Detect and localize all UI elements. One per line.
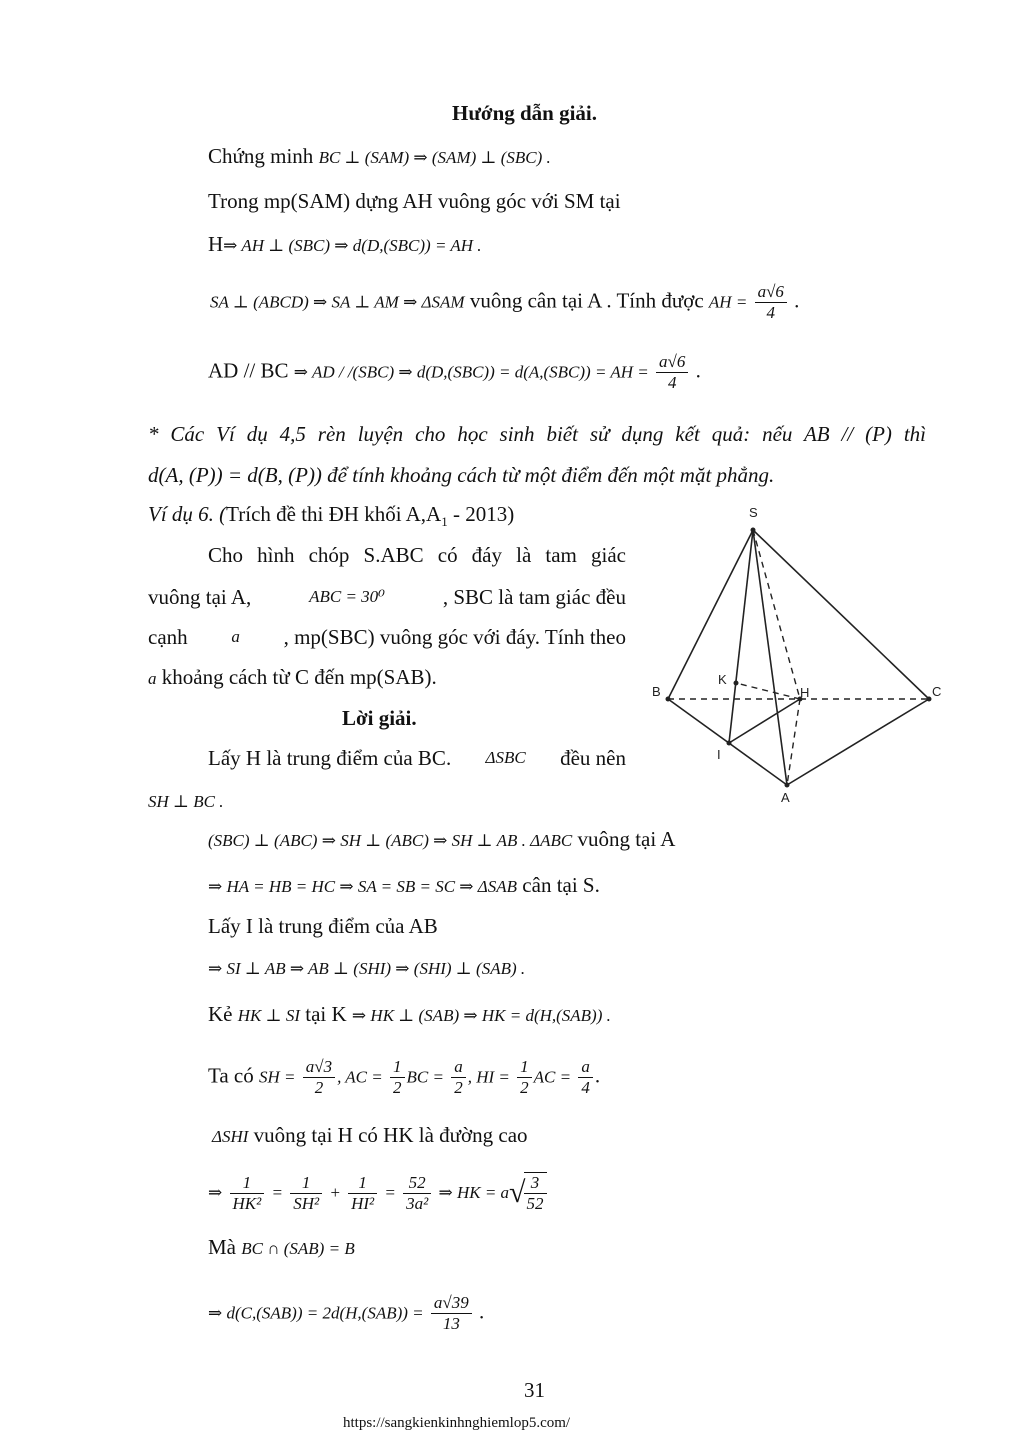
fraction: $\frac{a√39}{13}$ (431, 1293, 472, 1334)
fraction: $\frac{1}{\text{HK²}}$ (230, 1173, 265, 1214)
label-B: B (652, 684, 661, 699)
proof-text: AD // BC (208, 358, 289, 383)
edge-SA (753, 530, 787, 785)
problem-line-4 (148, 664, 437, 692)
edge-SI (729, 530, 753, 743)
problem-line-1: Cho hình chóp S.ABC có đáy là tam giác (208, 543, 626, 567)
label-K: K (718, 672, 727, 687)
fraction: $\frac{1}{2}$ (517, 1057, 532, 1098)
math-expression: AH = (708, 292, 748, 312)
math-expression: = (384, 1182, 396, 1202)
math-expression: (SBC) ⊥ (ABC) ⇒ SH ⊥ (ABC) ⇒ SH ⊥ AB . ΔABC (208, 831, 573, 850)
fraction: $\frac{a√3}{2}$ (303, 1057, 335, 1098)
proof-text: Mà (208, 1235, 236, 1259)
edge-SB (668, 530, 753, 699)
math-expression: a (231, 627, 240, 646)
math-expression: SH ⊥ BC . (148, 792, 224, 811)
point-I (727, 741, 732, 746)
solution-line-11 (208, 1234, 355, 1262)
math-expression: ⇒ HK ⊥ (SAB) ⇒ HK = d(H,(SAB)) . (351, 1006, 611, 1025)
example-title (148, 501, 514, 535)
problem-line-3 (148, 624, 626, 650)
solution-line-7 (208, 1001, 611, 1029)
solution-line-6 (208, 954, 525, 982)
edge-SC (753, 530, 929, 699)
proof-text: , SBC là tam giác đều (442, 585, 626, 609)
note-line-2: d(A, (P)) = d(B, (P)) để tính khoảng cách từ một điểm đến một mặt phẳng. (148, 463, 775, 487)
edge-HK-hidden (736, 683, 800, 699)
label-C: C (932, 684, 942, 699)
math-expression: ⇒ HA = HB = HC ⇒ SA = SB = SC ⇒ ΔSAB (208, 877, 518, 896)
solution-line-4 (208, 872, 600, 900)
proof-text: , mp(SBC) vuông góc với đáy. Tính theo (283, 625, 626, 649)
solution-line-2 (148, 787, 224, 815)
proof-text: vuông cân tại A . Tính được (469, 288, 704, 313)
point-B (666, 697, 671, 702)
point-K (734, 681, 739, 686)
proof-text: vuông tại A, (148, 585, 252, 609)
problem-line-2 (148, 584, 626, 610)
section-heading: Hướng dẫn giải. (452, 101, 598, 125)
proof-line-1 (208, 143, 551, 171)
example-year: - 2013) (447, 502, 515, 526)
math-expression: HK ⊥ SI (237, 1006, 301, 1025)
period: . (794, 288, 800, 313)
page-number: 31 (524, 1378, 545, 1402)
proof-text: cân tại S. (522, 873, 600, 897)
footer-url[interactable]: https://sangkienkinhnghiemlop5.com/ (343, 1415, 571, 1431)
fraction: $\frac{1}{\text{HI²}}$ (348, 1173, 377, 1214)
solution-line-8 (208, 1057, 600, 1098)
edge-HI (729, 699, 800, 743)
fraction: $\frac{52}{\text{3a²}}$ (403, 1173, 431, 1214)
edge-HA-hidden (787, 699, 800, 785)
proof-text: khoảng cách từ C đến mp(SAB). (161, 665, 437, 689)
label-I: I (717, 747, 721, 762)
math-expression: SH = (259, 1067, 296, 1087)
fraction: $\frac{a√6}{4}$ (755, 282, 787, 323)
solution-line-9 (212, 1122, 528, 1150)
math-expression: a (148, 669, 157, 688)
math-expression: = (271, 1182, 283, 1202)
period: . (478, 1299, 485, 1324)
label-A: A (781, 790, 790, 805)
fraction: $\frac{1}{\text{SH²}}$ (290, 1173, 322, 1214)
math-expression: BC = (406, 1067, 444, 1087)
solution-line-5: Lấy I là trung điểm của AB (208, 914, 438, 938)
point-A (785, 783, 790, 788)
note-line-1: * Các Ví dụ 4,5 rèn luyện cho học sinh biết sử dụng kết quả: nếu AB // (P) thì (148, 422, 926, 446)
point-S (751, 528, 756, 533)
math-expression: ABC = 30⁰ (309, 587, 385, 606)
math-expression: ⇒ AD / /(SBC) ⇒ d(D,(SBC)) = d(A,(SBC)) = AH = (293, 362, 649, 382)
proof-text: Kẻ (208, 1002, 233, 1026)
fraction: $\frac{a}{4}$ (578, 1057, 593, 1098)
math-expression: , HI = (467, 1067, 510, 1087)
math-expression: BC ⊥ (SAM) ⇒ (SAM) ⊥ (SBC) . (318, 148, 551, 167)
edge-SH-hidden (753, 530, 800, 699)
proof-line-2: Trong mp(SAM) dựng AH vuông góc với SM tại (208, 189, 621, 213)
math-expression: ΔSHI (212, 1127, 249, 1146)
proof-line-3 (208, 231, 482, 259)
math-expression: ΔSBC (485, 748, 526, 767)
solution-line-1 (208, 745, 626, 771)
proof-text: Ta có (208, 1063, 254, 1088)
math-expression: AC = (533, 1067, 572, 1087)
proof-line-4 (210, 282, 799, 323)
math-expression: + (329, 1182, 341, 1202)
label-H: H (800, 685, 810, 700)
period: . (695, 358, 701, 383)
proof-text: Lấy H là trung điểm của BC. (208, 746, 452, 770)
edge-CA (787, 699, 929, 785)
solution-line-12 (208, 1293, 484, 1334)
sqrt-icon: √ (509, 1176, 526, 1209)
subscript: 1 (441, 514, 448, 530)
math-expression: SA ⊥ (ABCD) ⇒ SA ⊥ AM ⇒ ΔSAM (210, 292, 465, 312)
math-expression: ⇒ d(C,(SAB)) = 2d(H,(SAB)) = (208, 1303, 424, 1323)
solution-heading: Lời giải. (342, 706, 417, 730)
pyramid-figure (640, 500, 970, 810)
label-S: S (749, 505, 758, 520)
proof-text: vuông tại H có HK là đường cao (253, 1123, 528, 1147)
proof-text: vuông tại A (577, 827, 676, 851)
example-label: Ví dụ 6. ( (148, 502, 227, 526)
math-expression: ⇒ (208, 1182, 223, 1202)
proof-line-5 (208, 352, 701, 393)
math-expression: ⇒ AH ⊥ (SBC) ⇒ d(D,(SBC)) = AH . (223, 236, 482, 255)
example-source: Trích đề thi ĐH khối A,A (226, 502, 442, 526)
period: . (594, 1063, 601, 1088)
point-C (927, 697, 932, 702)
math-expression: ⇒ HK = a (438, 1182, 510, 1202)
proof-text: Chứng minh (208, 144, 314, 168)
fraction: $\frac{1}{2}$ (390, 1057, 405, 1098)
solution-line-10 (208, 1172, 549, 1214)
fraction: $\frac{a}{2}$ (451, 1057, 466, 1098)
proof-text: đều nên (560, 746, 626, 770)
fraction: $\frac{a√6}{4}$ (656, 352, 688, 393)
math-expression: BC ∩ (SAB) = B (241, 1239, 355, 1258)
solution-line-3 (208, 826, 675, 854)
math-expression: ⇒ SI ⊥ AB ⇒ AB ⊥ (SHI) ⇒ (SHI) ⊥ (SAB) . (208, 959, 526, 978)
proof-text: tại K (305, 1002, 347, 1026)
math-expression: , AC = (337, 1067, 383, 1087)
proof-text: cạnh (148, 625, 188, 649)
proof-text: H (208, 232, 224, 256)
fraction: $\frac{3}{52}$ (524, 1172, 547, 1214)
